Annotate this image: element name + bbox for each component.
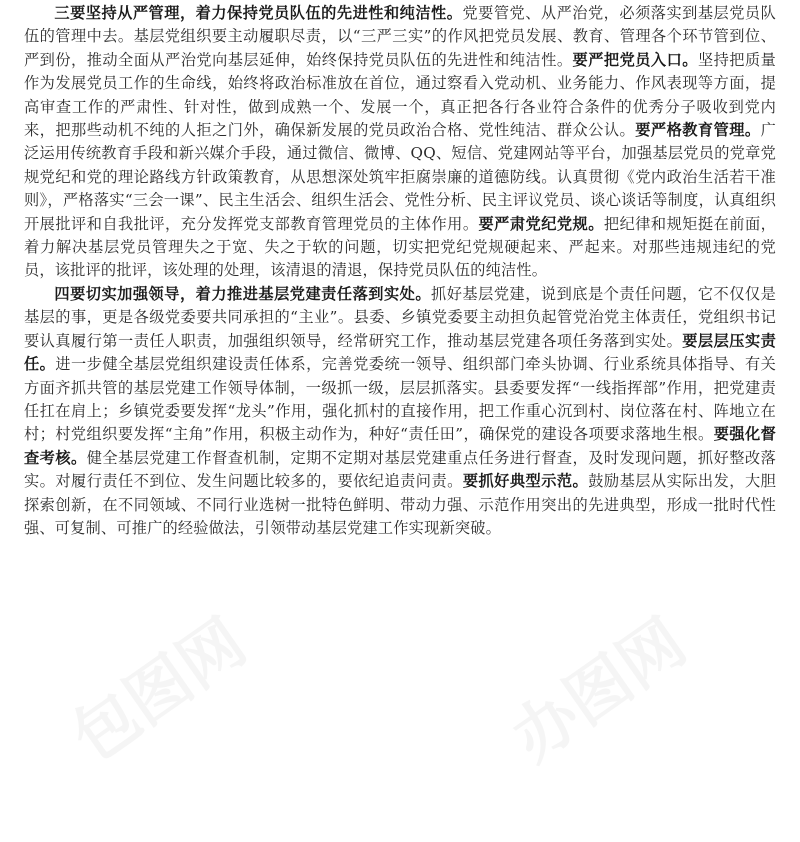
body-text: 抓好基层党建，说到底是个责任问题，它不仅仅是基层的事，更是各级党委要共同承担的“主业”。县委、乡镇党委要主动担负起管党治党主体责任，党组织书记要认真履行第一责任人职责，加强组织领导，经常研究工作，推动基层党建各项任务落到实处。 <box>24 284 776 350</box>
document-body <box>24 2 776 540</box>
body-text: 坚持把质量作为发展党员工作的生命线，始终将政治标准放在首位，通过察看入党动机、业务能力、作风表现等方面，提高审查工作的严肃性、针对性，做到成熟一个、发展一个，真正把各行各业符合条件的优秀分子吸收到党内来，把那些动机不纯的人拒之门外，确保新发展的党员政治合格、党性纯洁、群众公认。 <box>24 50 777 140</box>
body-text: 把纪律和规矩挺在前面，着力解决基层党员管理失之于宽、失之于软的问题，切实把党纪党规硬起来、严起来。对那些违规违纪的党员，该批评的批评，该处理的处理，该清退的清退，保持党员队伍的纯洁性。 <box>24 214 776 280</box>
body-text: 进一步健全基层党组织建设责任体系，完善党委统一领导、组织部门牵头协调、行业系统具体指导、有关方面齐抓共管的基层党建工作领导体制，一级抓一级，层层抓落实。县委要发挥“一线指挥部”作用，把党建责任扛在肩上；乡镇党委要发挥“龙头”作用，强化抓村的直接作用，把工作重心沉到村、岗位落在村、阵地立在村；村党组织要发挥“主角”作用，积极主动作为，种好“责任田”，确保党的建设各项要求落地生根。 <box>24 355 777 444</box>
watermark: 办图网 <box>499 605 700 777</box>
subsection-heading: 要严把党员入口。 <box>572 50 698 69</box>
paragraph-leadership <box>24 283 776 540</box>
paragraph-strict-management <box>24 2 776 283</box>
section-heading: 三要坚持从严管理，着力保持党员队伍的先进性和纯洁性。 <box>54 4 463 22</box>
subsection-heading: 要严肃党纪党规。 <box>478 214 604 233</box>
subsection-heading: 要严格教育管理。 <box>635 121 761 140</box>
subsection-heading: 要强化督查考核。 <box>24 425 776 467</box>
body-text: 健全基层党建工作督查机制，定期不定期对基层党建重点任务进行督查，及时发现问题，抓好整改落实。对履行责任不到位、发生问题比较多的，要依纪追责问责。 <box>24 448 776 491</box>
watermark: 包图网 <box>59 605 260 777</box>
subsection-heading: 要层层压实责任。 <box>24 331 776 374</box>
section-heading: 四要切实加强领导，着力推进基层党建责任落到实处。 <box>54 284 432 303</box>
subsection-heading: 要抓好典型示范。 <box>462 472 589 491</box>
body-text: 鼓励基层从实际出发，大胆探索创新，在不同领域、不同行业选树一批特色鲜明、带动力强、示范作用突出的先进典型，形成一批时代性强、可复制、可推广的经验做法，引领带动基层党建工作实现新突破。 <box>24 472 776 537</box>
body-text: 党要管党、从严治党，必须落实到基层党员队伍的管理中去。基层党组织要主动履职尽责，以“三严三实”的作风把党员发展、教育、管理各个环节管到位、严到份，推动全面从严治党向基层延伸，始终保持党员队伍的先进性和纯洁性。 <box>24 4 777 69</box>
body-text: 广泛运用传统教育手段和新兴媒介手段，通过微信、微博、QQ、短信、党建网站等平台，加强基层党员的党章党规党纪和党的理论路线方针政策教育，从思想深处筑牢拒腐崇廉的道德防线。认真贯彻《党内政治生活若干准则》，严格落实“三会一课”、民主生活会、组织生活会、党性分析、民主评议党员、谈心谈话等制度，认真组织开展批评和自我批评，充分发挥党支部教育管理党员的主体作用。 <box>24 121 776 233</box>
